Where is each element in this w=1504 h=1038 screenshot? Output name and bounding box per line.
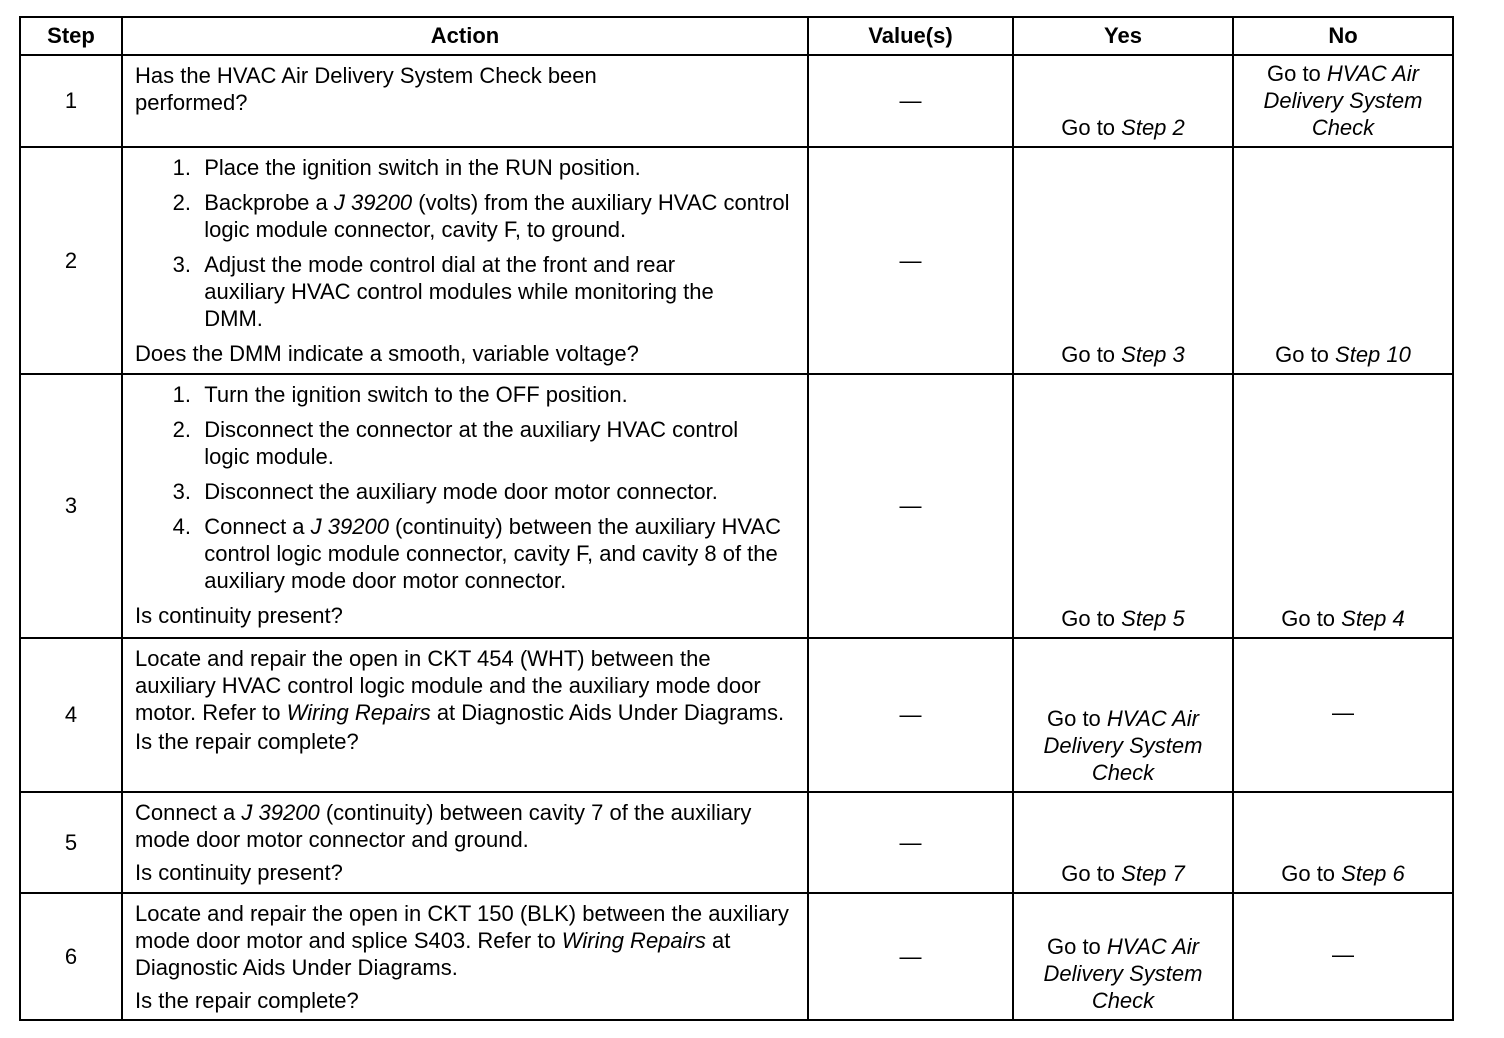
list-item: 2. Backprobe a J 39200 (volts) from the auxiliary HVAC control logic module connector, cavity F, to ground. [172, 190, 790, 242]
question-text: Does the DMM indicate a smooth, variable voltage? [135, 341, 639, 366]
table-row [20, 893, 1453, 1020]
value-cell: — [808, 55, 1013, 147]
question-text: Is the repair complete? [135, 988, 359, 1013]
action-text: Locate and repair the open in CKT 454 (WHT) between the auxiliary HVAC control logic module and the auxiliary mode door motor. Refer to Wiring Repairs at Diagnostic Aids Under Diagrams. [135, 646, 785, 725]
table-row [20, 638, 1453, 792]
action-cell [122, 147, 808, 374]
yes-link[interactable]: Go to Step 2 [1061, 115, 1185, 140]
value-cell: — [808, 147, 1013, 374]
list-item: 2. Disconnect the connector at the auxiliary HVAC control logic module. [172, 417, 739, 469]
value-cell: — [808, 893, 1013, 1020]
no-link[interactable]: Go to Step 6 [1281, 861, 1405, 886]
action-text: Has the HVAC Air Delivery System Check been performed? [135, 63, 597, 115]
yes-link[interactable]: Go to Step 7 [1061, 861, 1185, 886]
yes-cell [1013, 374, 1233, 638]
action-cell [122, 638, 808, 792]
action-cell [122, 55, 808, 147]
step-number: 2 [20, 147, 122, 374]
table-row [20, 792, 1453, 893]
no-cell [1233, 638, 1453, 792]
step-number: 3 [20, 374, 122, 638]
value-cell: — [808, 792, 1013, 893]
question-text: Is the repair complete? [135, 729, 359, 754]
yes-link[interactable]: Go to Step 3 [1061, 342, 1185, 367]
no-cell [1233, 893, 1453, 1020]
step-number: 5 [20, 792, 122, 893]
yes-cell [1013, 638, 1233, 792]
list-item: 1. Turn the ignition switch to the OFF position. [172, 382, 628, 407]
step-number: 6 [20, 893, 122, 1020]
step-number: 1 [20, 55, 122, 147]
header-values: Value(s) [808, 17, 1013, 55]
question-text: Is continuity present? [135, 603, 343, 628]
action-cell [122, 374, 808, 638]
no-link[interactable]: Go to HVAC Air Delivery System Check [1263, 61, 1423, 140]
header-action: Action [122, 17, 808, 55]
step-list [135, 381, 795, 594]
no-value: — [1332, 941, 1354, 967]
list-item: 3. Adjust the mode control dial at the front and rear auxiliary HVAC control modules while monitoring the DMM. [172, 252, 714, 331]
action-cell [122, 792, 808, 893]
yes-cell [1013, 893, 1233, 1020]
table-row [20, 374, 1453, 638]
diagnostic-table [19, 16, 1454, 1021]
no-link[interactable]: Go to Step 4 [1281, 606, 1405, 631]
list-item: 1. Place the ignition switch in the RUN position. [172, 155, 641, 180]
question-text: Is continuity present? [135, 860, 343, 885]
yes-link[interactable]: Go to Step 5 [1061, 606, 1185, 631]
table-row [20, 55, 1453, 147]
table-row [20, 147, 1453, 374]
header-yes: Yes [1013, 17, 1233, 55]
yes-link[interactable]: Go to HVAC Air Delivery System Check [1043, 706, 1203, 785]
header-row [20, 17, 1453, 55]
value-cell: — [808, 374, 1013, 638]
step-list [135, 154, 795, 332]
no-cell [1233, 147, 1453, 374]
action-text: Connect a J 39200 (continuity) between cavity 7 of the auxiliary mode door motor connector and ground. [135, 800, 752, 852]
no-link[interactable]: Go to Step 10 [1275, 342, 1411, 367]
no-value: — [1332, 700, 1354, 725]
value-cell: — [808, 638, 1013, 792]
yes-cell [1013, 147, 1233, 374]
no-cell [1233, 55, 1453, 147]
yes-cell [1013, 55, 1233, 147]
list-item: 3. Disconnect the auxiliary mode door motor connector. [172, 479, 718, 504]
header-no: No [1233, 17, 1453, 55]
action-cell [122, 893, 808, 1020]
yes-cell [1013, 792, 1233, 893]
step-number: 4 [20, 638, 122, 792]
header-step: Step [20, 17, 122, 55]
no-cell [1233, 792, 1453, 893]
action-text: Locate and repair the open in CKT 150 (BLK) between the auxiliary mode door motor and splice S403. Refer to Wiring Repairs at Diagnostic Aids Under Diagrams. [135, 901, 789, 980]
yes-link[interactable]: Go to HVAC Air Delivery System Check [1043, 934, 1203, 1013]
list-item: 4. Connect a J 39200 (continuity) between the auxiliary HVAC control logic module connector, cavity F, and cavity 8 of the auxiliary mode door motor connector. [172, 514, 782, 593]
no-cell [1233, 374, 1453, 638]
